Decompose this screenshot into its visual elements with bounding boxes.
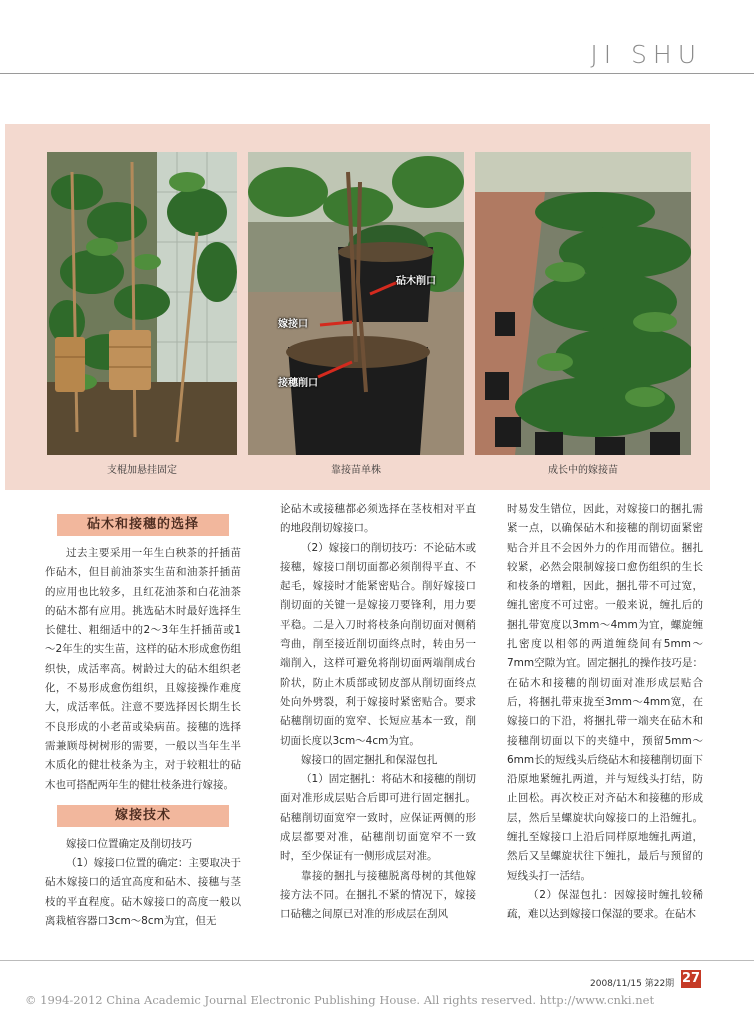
header-divider [0, 73, 754, 74]
footer-divider [0, 960, 754, 961]
copyright-notice: © 1994-2012 China Academic Journal Electronic Publishing House. All rights reserved. http://www.cnki.net [25, 993, 655, 1007]
label-graft-union: 嫁接口 [278, 319, 308, 330]
issue-date: 2008/11/15 第22期 [590, 979, 675, 989]
section-heading: 砧木和接穗的选择 [57, 514, 229, 536]
paragraph: 过去主要采用一年生白秧茶的扦插苗作砧木，但目前油茶实生苗和油茶扦插苗的应用也比较多，且红花油茶和白花油茶的砧木都有应用。挑选砧木时最好选择生长健壮、粗细适中的2～3年生扦插苗或1～2年生的实生苗，这样的砧木形成愈伤组织快，成活率高。树龄过大的砧木组织老化，不易形成愈伤组织，且嫁接操作难度大，成活率低。注意不要选择因长期生长不良形成的小老苗或染病苗。接穗的选择需兼顾母树树形的需要，一般以当年生半木质化的健壮枝条为主，对于较粗壮的砧木也可搭配两年生的健壮枝条进行嫁接。 [45, 547, 241, 791]
paragraph: （2）保湿包扎：因嫁接时缠扎较稀疏，难以达到嫁接口保湿的要求。在砧木 [507, 888, 703, 921]
text-column-2 [280, 500, 476, 925]
paragraph: （2）嫁接口的削切技巧：不论砧木或接穗，嫁接口削切面都必须削得平直、不起毛，嫁接时才能紧密贴合。削好嫁接口削切面的关键一是嫁接刀要锋利，用力要平稳。二是入刀时将枝条向削切面对侧稍弯曲，削至接近削切面终点时，转由另一端削入，这样可避免将削切面两端削成台阶状，防止木质部或韧皮部从削切面终点处向外劈裂，利于嫁接时紧密贴合。要求砧穗削切面的宽窄、长短应基本一致，削切面长度以3cm～4cm为宜。 [280, 541, 476, 747]
subheading: 嫁接口位置确定及削切技巧 [66, 837, 192, 850]
text-column-3 [507, 500, 703, 925]
paragraph: 靠接的捆扎与接穗脱离母树的其他嫁接方法不同。在捆扎不紧的情况下，嫁接口砧穗之间原已对准的形成层在刮风 [280, 869, 476, 921]
photo-caption: 支棍加悬挂固定 [107, 465, 177, 476]
paragraph: （1）嫁接口位置的确定：主要取决于砧木嫁接口的适宜高度和砧木、接穗与茎枝的平直程度。砧木嫁接口的高度一般以离栽植容器口3cm～8cm为宜，但无 [45, 857, 241, 928]
photo-caption: 成长中的嫁接苗 [548, 465, 618, 476]
paragraph: 论砧木或接穗都必须选择在茎枝相对平直的地段削切嫁接口。 [280, 503, 476, 535]
photo-approach-graft [248, 152, 464, 455]
photo-caption: 靠接苗单株 [331, 465, 381, 476]
label-scion-cut: 接穗削口 [278, 378, 318, 389]
subheading: 嫁接口的固定捆扎和保湿包扎 [301, 753, 438, 766]
section-heading: 嫁接技术 [57, 805, 229, 827]
paragraph: 时易发生错位，因此，对嫁接口的捆扎需紧一点，以确保砧木和接穗的削切面紧密贴合并且不会因外力的作用而错位。捆扎较紧，必然会限制嫁接口愈伤组织的生长和枝条的增粗，因此，捆扎带不可过宽，缠扎密度不可过密。一般来说，缠扎后的捆扎带宽度以3mm～4mm为宜，螺旋缠扎密度以相邻的两道缠绕间有5mm～7mm空隙为宜。固定捆扎的操作技巧是：在砧木和接穗的削切面对准形成层贴合后，将捆扎带束拢至3mm～4mm宽，在嫁接口的下沿，将捆扎带一端夹在砧木和接穗削切面以下的夹缝中，预留5mm～6mm长的短线头后绕砧木和接穗削切面下沿原地紧缠扎两道，并与短线头打结，防止回松。再次校正对齐砧木和接穗的形成层，然后呈螺旋状向嫁接口的上沿缠扎。缠扎至嫁接口上沿后同样原地缠扎两道，然后又呈螺旋状往下缠扎，最后与预留的短线头打一活结。 [507, 503, 703, 882]
page-number: 27 [681, 971, 701, 986]
paragraph: （1）固定捆扎：将砧木和接穗的削切面对准形成层贴合后即可进行固定捆扎。砧穗削切面宽窄一致时，应保证两侧的形成层都要对准，砧穗削切面宽窄不一致时，至少保证有一侧形成层对准。 [280, 773, 476, 863]
photo-growing-seedlings [475, 152, 691, 455]
text-column-1 [45, 510, 241, 931]
label-rootstock-cut: 砧木削口 [396, 276, 436, 287]
photo-panel [5, 124, 710, 490]
photo-support-stick [47, 152, 237, 455]
header-title: JI SHU [590, 40, 702, 69]
